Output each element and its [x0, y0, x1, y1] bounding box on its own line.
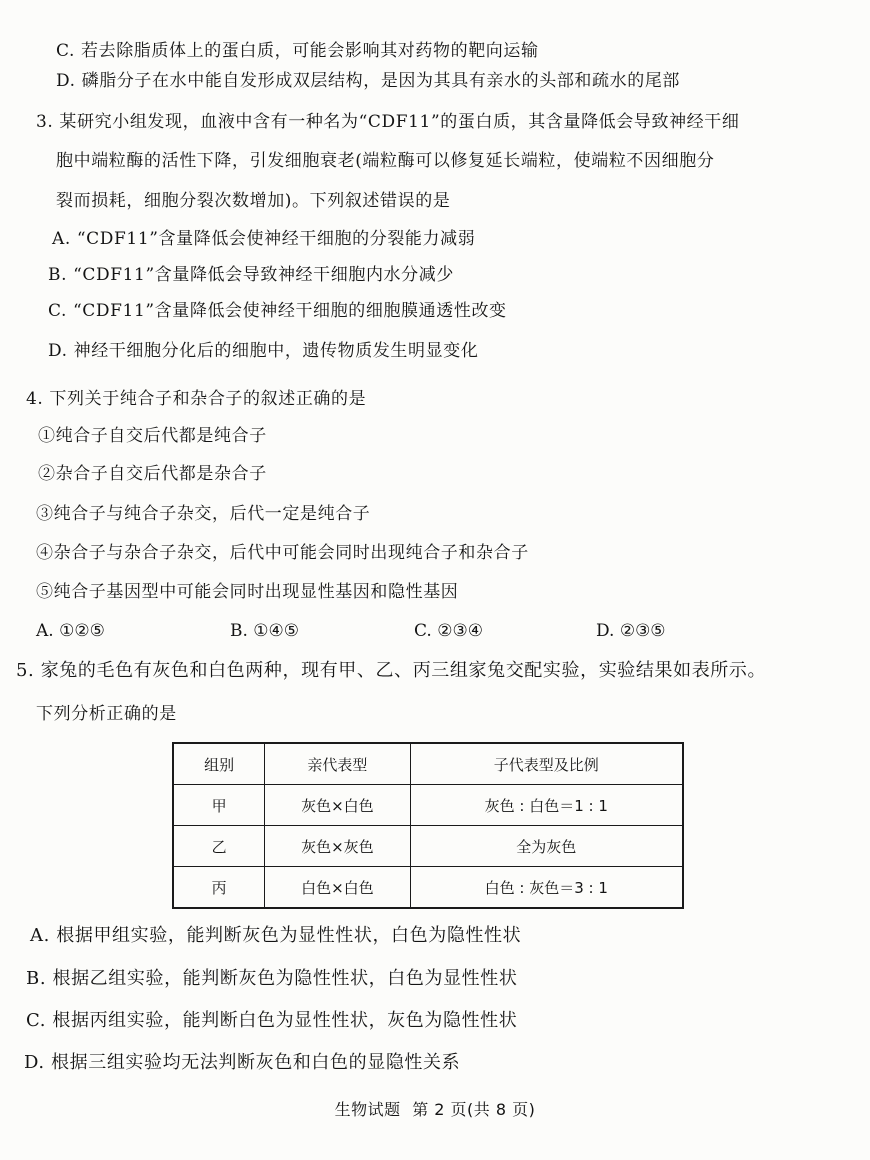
q5-stem-line-2: 下列分析正确的是 [36, 704, 177, 724]
q4-item-1: ①纯合子自交后代都是纯合子 [38, 426, 267, 446]
table-row [173, 826, 683, 867]
q4-choices [36, 620, 756, 642]
table-cell-parent: 白色×白色 [265, 867, 410, 909]
table-header-row [173, 743, 683, 785]
q3-stem-line-2: 胞中端粒酶的活性下降，引发细胞衰老(端粒酶可以修复延长端粒，使端粒不因细胞分 [56, 151, 715, 171]
q2-option-d: D. 磷脂分子在水中能自发形成双层结构，是因为其具有亲水的头部和疏水的尾部 [56, 71, 681, 91]
q5-stem-line-1: 5. 家兔的毛色有灰色和白色两种，现有甲、乙、丙三组家兔交配实验，实验结果如表所示。 [16, 660, 767, 681]
q3-option-d: D. 神经干细胞分化后的细胞中，遗传物质发生明显变化 [48, 341, 479, 361]
table-header-parent: 亲代表型 [265, 743, 410, 785]
q5-option-c: C. 根据丙组实验，能判断白色为显性性状，灰色为隐性性状 [26, 1010, 518, 1031]
q3-option-b: B. “CDF11”含量降低会导致神经干细胞内水分减少 [48, 265, 454, 285]
q5-option-a: A. 根据甲组实验，能判断灰色为显性性状，白色为隐性性状 [30, 925, 522, 946]
q4-stem: 4. 下列关于纯合子和杂合子的叙述正确的是 [26, 389, 367, 409]
table-cell-group: 丙 [173, 867, 265, 909]
table-header-offspring: 子代表型及比例 [410, 743, 683, 785]
q3-stem-line-3: 裂而损耗，细胞分裂次数增加)。下列叙述错误的是 [56, 191, 451, 211]
table-cell-offspring: 白色 : 灰色＝3 : 1 [410, 867, 683, 909]
q4-choice-d: D. ②③⑤ [596, 621, 666, 641]
table-row [173, 867, 683, 909]
table-cell-parent: 灰色×白色 [265, 785, 410, 826]
table-cell-offspring: 全为灰色 [410, 826, 683, 867]
table-header-group: 组别 [173, 743, 265, 785]
q4-choice-b: B. ①④⑤ [230, 621, 300, 641]
experiment-table [172, 742, 684, 909]
table-cell-offspring: 灰色 : 白色＝1 : 1 [410, 785, 683, 826]
q4-choice-c: C. ②③④ [414, 621, 483, 641]
page-footer [0, 1097, 870, 1120]
q4-item-4: ④杂合子与杂合子杂交，后代中可能会同时出现纯合子和杂合子 [36, 543, 529, 563]
footer-subject: 生物试题 [334, 1100, 401, 1119]
q5-option-d: D. 根据三组实验均无法判断灰色和白色的显隐性关系 [24, 1052, 461, 1073]
q5-option-b: B. 根据乙组实验，能判断灰色为隐性性状，白色为显性性状 [26, 968, 518, 989]
table-cell-parent: 灰色×灰色 [265, 826, 410, 867]
q4-item-2: ②杂合子自交后代都是杂合子 [38, 464, 267, 484]
table-cell-group: 甲 [173, 785, 265, 826]
footer-page-number: 第 2 页(共 8 页) [412, 1100, 536, 1119]
q4-item-3: ③纯合子与纯合子杂交，后代一定是纯合子 [36, 504, 371, 524]
table-row [173, 785, 683, 826]
q3-option-a: A. “CDF11”含量降低会使神经干细胞的分裂能力减弱 [52, 229, 476, 249]
table-cell-group: 乙 [173, 826, 265, 867]
q4-choice-a: A. ①②⑤ [36, 621, 105, 641]
q3-option-c: C. “CDF11”含量降低会使神经干细胞的细胞膜通透性改变 [48, 301, 507, 321]
q2-option-c: C. 若去除脂质体上的蛋白质，可能会影响其对药物的靶向运输 [56, 41, 539, 61]
q3-stem-line-1: 3. 某研究小组发现，血液中含有一种名为“CDF11”的蛋白质，其含量降低会导致神经干细 [36, 112, 740, 132]
q4-item-5: ⑤纯合子基因型中可能会同时出现显性基因和隐性基因 [36, 582, 459, 602]
